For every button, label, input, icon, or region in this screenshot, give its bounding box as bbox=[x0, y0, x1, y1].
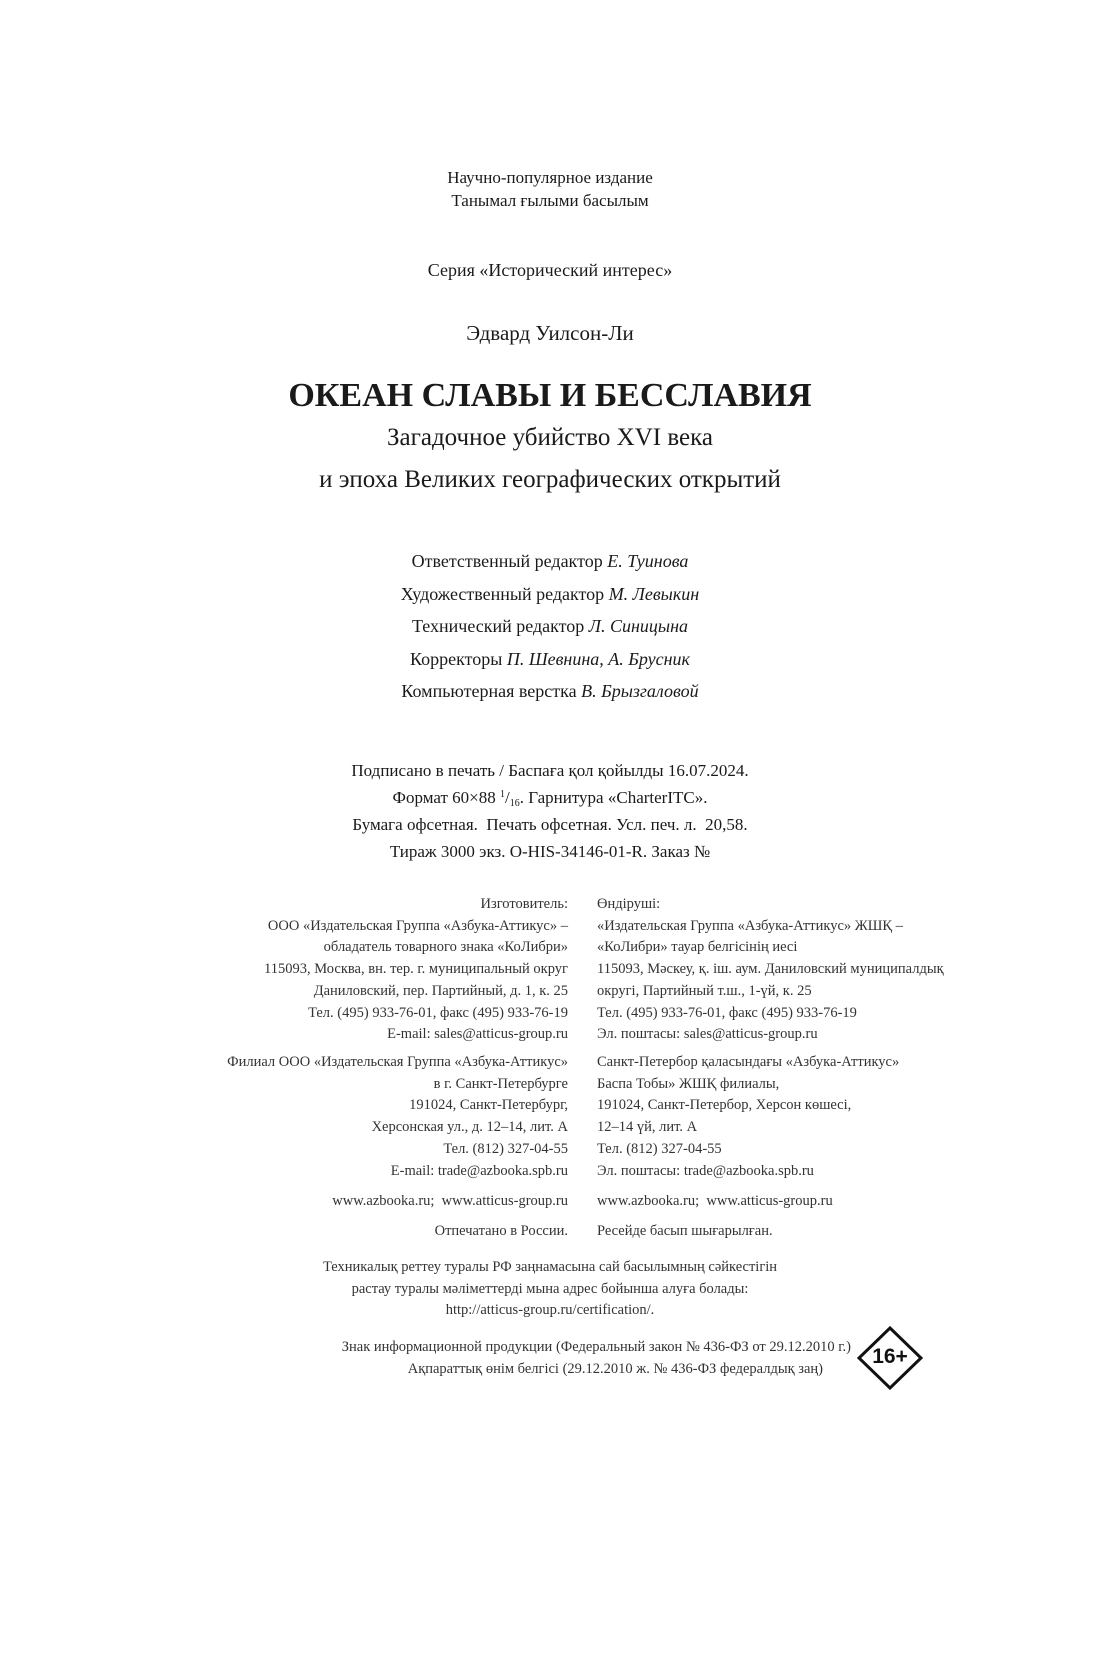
branch-ru-line: Херсонская ул., д. 12–14, лит. А bbox=[371, 1119, 568, 1136]
series-name: Серия «Исторический интерес» bbox=[427, 260, 673, 280]
credit-name: В. Брызгаловой bbox=[581, 681, 699, 701]
credit-line bbox=[0, 681, 1100, 702]
imprint-signed: Подписано в печать / Баспаға қол қойылды 16.07.2024. bbox=[351, 761, 749, 780]
credit-line bbox=[0, 551, 1100, 572]
branch-kz-line: 191024, Санкт-Петербор, Херсон көшесі, bbox=[597, 1097, 852, 1114]
credit-line bbox=[0, 616, 1100, 637]
manufacturer-kz-email: Эл. поштасы: sales@atticus-group.ru bbox=[597, 1026, 818, 1043]
manufacturer-kz bbox=[597, 894, 944, 1046]
format-prefix: Формат 60×88 bbox=[392, 788, 496, 807]
manufacturer-ru-line: Тел. (495) 933-76-01, факс (495) 933-76-19 bbox=[308, 1004, 568, 1021]
age-sign-kz: Ақпараттық өнім белгісі (29.12.2010 ж. № 436-ФЗ федералдық заң) bbox=[407, 1361, 823, 1377]
web-links-ru: www.azbooka.ru; www.atticus-group.ru bbox=[332, 1193, 568, 1209]
branch-ru-line: в г. Санкт-Петербурге bbox=[433, 1075, 568, 1092]
manufacturer-kz-line: Өндіруші: bbox=[597, 896, 661, 912]
manufacturer-ru-line: ООО «Издательская Группа «Азбука-Аттикус» – bbox=[267, 917, 568, 934]
manufacturer-ru-email: E-mail: sales@atticus-group.ru bbox=[387, 1026, 568, 1043]
genre-ru: Научно-популярное издание bbox=[447, 168, 653, 187]
branch-kz bbox=[597, 1052, 899, 1182]
printed-in-russia-kz: Ресейде басып шығарылған. bbox=[597, 1223, 773, 1239]
format-suffix: . Гарнитура «CharterITC». bbox=[519, 788, 708, 807]
book-subtitle-line2: и эпоха Великих географических открытий bbox=[319, 466, 781, 493]
manufacturer-ru-line: обладатель товарного знака «КоЛибри» bbox=[323, 939, 568, 956]
age-sign-ru: Знак информационной продукции (Федеральный закон № 436-ФЗ от 29.12.2010 г.) bbox=[341, 1339, 851, 1355]
format-numerator: 1 bbox=[499, 789, 505, 800]
credit-name: П. Шевнина, А. Брусник bbox=[506, 649, 690, 669]
manufacturer-kz-line: «Издательская Группа «Азбука-Аттикус» ЖШҚ – bbox=[597, 917, 903, 934]
branch-kz-email: Эл. поштасы: trade@azbooka.spb.ru bbox=[597, 1162, 814, 1179]
credit-line bbox=[0, 649, 1100, 670]
manufacturer-kz-line: 115093, Мәскеу, қ. іш. аум. Даниловский муниципалдық bbox=[597, 961, 944, 978]
branch-kz-line: Баспа Тобы» ЖШҚ филиалы, bbox=[597, 1075, 780, 1092]
manufacturer-ru-line: Изготовитель: bbox=[480, 896, 568, 912]
manufacturer-kz-line: округі, Партийный т.ш., 1-үй, к. 25 bbox=[597, 982, 812, 999]
certification-line: Техникалық реттеу туралы РФ заңнамасына сай басылымның сәйкестігін bbox=[322, 1259, 778, 1275]
imprint-run: Тираж 3000 экз. O-HIS-34146-01-R. Заказ № bbox=[389, 842, 711, 861]
manufacturer-kz-line: Тел. (495) 933-76-01, факс (495) 933-76-19 bbox=[597, 1004, 857, 1021]
manufacturer-ru-line: 115093, Москва, вн. тер. г. муниципальный округ bbox=[264, 961, 568, 978]
format-denominator: 16 bbox=[509, 798, 520, 809]
credit-role: Технический редактор bbox=[411, 616, 585, 636]
manufacturer-ru bbox=[264, 894, 568, 1046]
credit-role: Художественный редактор bbox=[400, 584, 605, 604]
certification-url: http://atticus-group.ru/certification/. bbox=[445, 1302, 655, 1318]
genre-kz: Танымал ғылыми басылым bbox=[451, 191, 649, 210]
branch-ru-line: Тел. (812) 327-04-55 bbox=[443, 1140, 568, 1157]
branch-ru-email: E-mail: trade@azbooka.spb.ru bbox=[390, 1162, 568, 1179]
branch-kz-line: Санкт-Петербор қаласындағы «Азбука-Аттикус» bbox=[597, 1054, 900, 1070]
branch-ru-line: Филиал ООО «Издательская Группа «Азбука-Аттикус» bbox=[227, 1054, 568, 1070]
book-subtitle-line1: Загадочное убийство XVI века bbox=[386, 424, 713, 451]
manufacturer-ru-line: Даниловский, пер. Партийный, д. 1, к. 25 bbox=[313, 982, 568, 999]
branch-ru bbox=[227, 1052, 568, 1182]
age-rating-badge bbox=[857, 1326, 923, 1390]
credit-line bbox=[0, 584, 1100, 605]
credit-name: М. Левыкин bbox=[608, 584, 700, 604]
book-title: ОКЕАН СЛАВЫ И БЕССЛАВИЯ bbox=[288, 377, 812, 414]
author-name: Эдвард Уилсон-Ли bbox=[466, 321, 634, 345]
credit-role: Корректоры bbox=[410, 649, 503, 669]
credit-name: Е. Туинова bbox=[607, 551, 689, 571]
branch-kz-line: 12–14 үй, лит. А bbox=[597, 1119, 698, 1136]
imprint-paper: Бумага офсетная. Печать офсетная. Усл. печ. л. 20,58. bbox=[352, 815, 748, 834]
branch-ru-line: 191024, Санкт-Петербург, bbox=[409, 1097, 568, 1114]
manufacturer-kz-line: «КоЛибри» тауар белгісінің иесі bbox=[597, 939, 798, 956]
imprint-format: Формат 60×88 $^1/_{16}$. Гарнитура «CharterITC». bbox=[392, 788, 708, 809]
printed-in-russia-ru: Отпечатано в России. bbox=[434, 1223, 568, 1239]
credit-role: Ответственный редактор bbox=[411, 551, 603, 571]
certification-line: растау туралы мәліметтерді мына адрес бойынша алуға болады: bbox=[351, 1281, 749, 1297]
age-rating-label: 16+ bbox=[872, 1345, 908, 1368]
web-links-kz: www.azbooka.ru; www.atticus-group.ru bbox=[597, 1193, 833, 1209]
credit-role: Компьютерная верстка bbox=[401, 681, 577, 701]
branch-kz-line: Тел. (812) 327-04-55 bbox=[597, 1140, 722, 1157]
credit-name: Л. Синицына bbox=[588, 616, 689, 636]
